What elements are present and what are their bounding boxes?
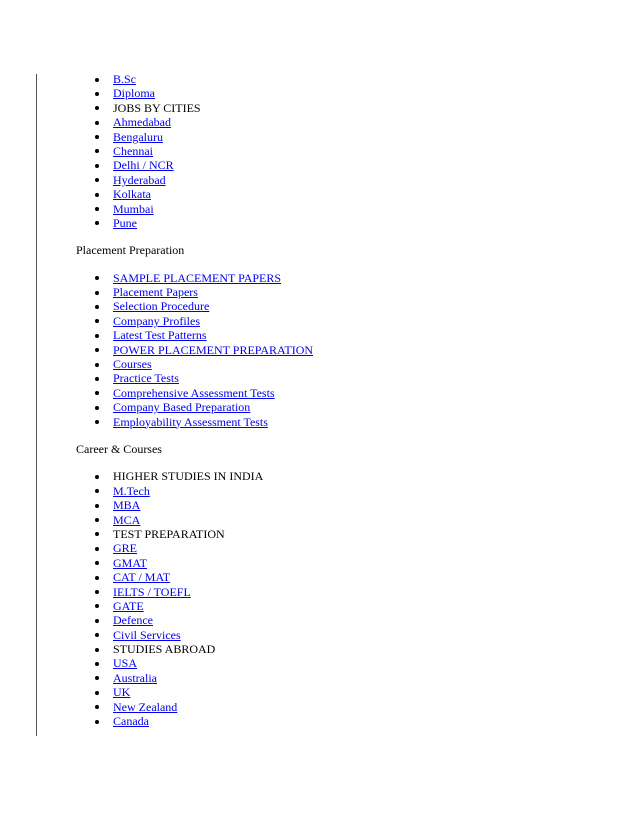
link-pune[interactable]: Pune <box>113 215 137 230</box>
list-item[interactable] <box>113 144 596 158</box>
list-item[interactable] <box>113 700 596 714</box>
link-sample-placement-papers[interactable]: SAMPLE PLACEMENT PAPERS <box>113 270 282 285</box>
link-gmat[interactable]: GMAT <box>113 555 148 570</box>
link-ahmedabad[interactable]: Ahmedabad <box>113 115 171 130</box>
link-gre[interactable]: GRE <box>113 541 137 556</box>
link-uk[interactable]: UK <box>113 685 131 700</box>
list-item[interactable] <box>113 484 596 498</box>
link-b-sc[interactable]: B.Sc <box>113 72 137 86</box>
list-item[interactable] <box>113 299 596 313</box>
list-heading-higher-studies-in-india: HIGHER STUDIES IN INDIA <box>113 469 264 484</box>
list-item[interactable] <box>113 357 596 371</box>
link-mca[interactable]: MCA <box>113 512 141 527</box>
link-kolkata[interactable]: Kolkata <box>113 187 151 202</box>
link-hyderabad[interactable]: Hyderabad <box>113 172 166 187</box>
list-item[interactable] <box>113 72 596 86</box>
list-item[interactable] <box>113 498 596 512</box>
cities-list <box>76 72 596 230</box>
section-title-placement: Placement Preparation <box>76 243 185 258</box>
link-company-profiles[interactable]: Company Profiles <box>113 313 200 328</box>
list-item[interactable] <box>113 714 596 728</box>
list-item <box>113 469 596 483</box>
list-item[interactable] <box>113 271 596 285</box>
list-item[interactable] <box>113 513 596 527</box>
list-item[interactable] <box>113 541 596 555</box>
list-item[interactable] <box>113 570 596 584</box>
link-mumbai[interactable]: Mumbai <box>113 201 154 216</box>
link-m-tech[interactable]: M.Tech <box>113 483 150 498</box>
list-heading-jobs-by-cities: JOBS BY CITIES <box>113 100 201 115</box>
list-item[interactable] <box>113 187 596 201</box>
list-item[interactable] <box>113 343 596 357</box>
list-item <box>113 642 596 656</box>
link-new-zealand[interactable]: New Zealand <box>113 699 178 714</box>
list-item[interactable] <box>113 585 596 599</box>
list-item[interactable] <box>113 628 596 642</box>
margin-rule <box>36 74 37 736</box>
link-placement-papers[interactable]: Placement Papers <box>113 285 198 300</box>
list-item[interactable] <box>113 285 596 299</box>
list-item[interactable] <box>113 685 596 699</box>
link-bengaluru[interactable]: Bengaluru <box>113 129 163 144</box>
link-latest-test-patterns[interactable]: Latest Test Patterns <box>113 328 207 343</box>
link-cat-mat[interactable]: CAT / MAT <box>113 570 171 585</box>
list-item[interactable] <box>113 328 596 342</box>
career-list <box>76 469 596 728</box>
link-power-placement-preparation[interactable]: POWER PLACEMENT PREPARATION <box>113 342 314 357</box>
link-selection-procedure[interactable]: Selection Procedure <box>113 299 210 314</box>
link-ielts-toefl[interactable]: IELTS / TOEFL <box>113 584 191 599</box>
list-item[interactable] <box>113 130 596 144</box>
link-comprehensive-assessment-tests[interactable]: Comprehensive Assessment Tests <box>113 385 275 400</box>
placement-list <box>76 271 596 429</box>
list-item[interactable] <box>113 86 596 100</box>
link-delhi-ncr[interactable]: Delhi / NCR <box>113 158 174 173</box>
link-company-based-preparation[interactable]: Company Based Preparation <box>113 400 251 415</box>
page-content <box>76 72 596 728</box>
link-employability-assessment-tests[interactable]: Employability Assessment Tests <box>113 414 268 429</box>
link-practice-tests[interactable]: Practice Tests <box>113 371 179 386</box>
list-item[interactable] <box>113 386 596 400</box>
link-mba[interactable]: MBA <box>113 498 141 513</box>
list-item[interactable] <box>113 314 596 328</box>
list-item[interactable] <box>113 173 596 187</box>
link-diploma[interactable]: Diploma <box>113 86 155 101</box>
list-item[interactable] <box>113 115 596 129</box>
list-item[interactable] <box>113 599 596 613</box>
list-item <box>113 527 596 541</box>
link-usa[interactable]: USA <box>113 656 138 671</box>
link-civil-services[interactable]: Civil Services <box>113 627 181 642</box>
list-item[interactable] <box>113 400 596 414</box>
list-heading-studies-abroad: STUDIES ABROAD <box>113 642 216 657</box>
link-chennai[interactable]: Chennai <box>113 143 153 158</box>
list-item[interactable] <box>113 556 596 570</box>
list-heading-test-preparation: TEST PREPARATION <box>113 526 225 541</box>
link-australia[interactable]: Australia <box>113 670 157 685</box>
list-item[interactable] <box>113 656 596 670</box>
list-item[interactable] <box>113 613 596 627</box>
list-item[interactable] <box>113 202 596 216</box>
list-item[interactable] <box>113 671 596 685</box>
list-item <box>113 101 596 115</box>
list-item[interactable] <box>113 158 596 172</box>
link-defence[interactable]: Defence <box>113 613 153 628</box>
section-title-career: Career & Courses <box>76 441 162 456</box>
link-canada[interactable]: Canada <box>113 714 149 729</box>
list-item[interactable] <box>113 415 596 429</box>
link-courses[interactable]: Courses <box>113 357 152 372</box>
link-gate[interactable]: GATE <box>113 598 144 613</box>
list-item[interactable] <box>113 216 596 230</box>
list-item[interactable] <box>113 371 596 385</box>
